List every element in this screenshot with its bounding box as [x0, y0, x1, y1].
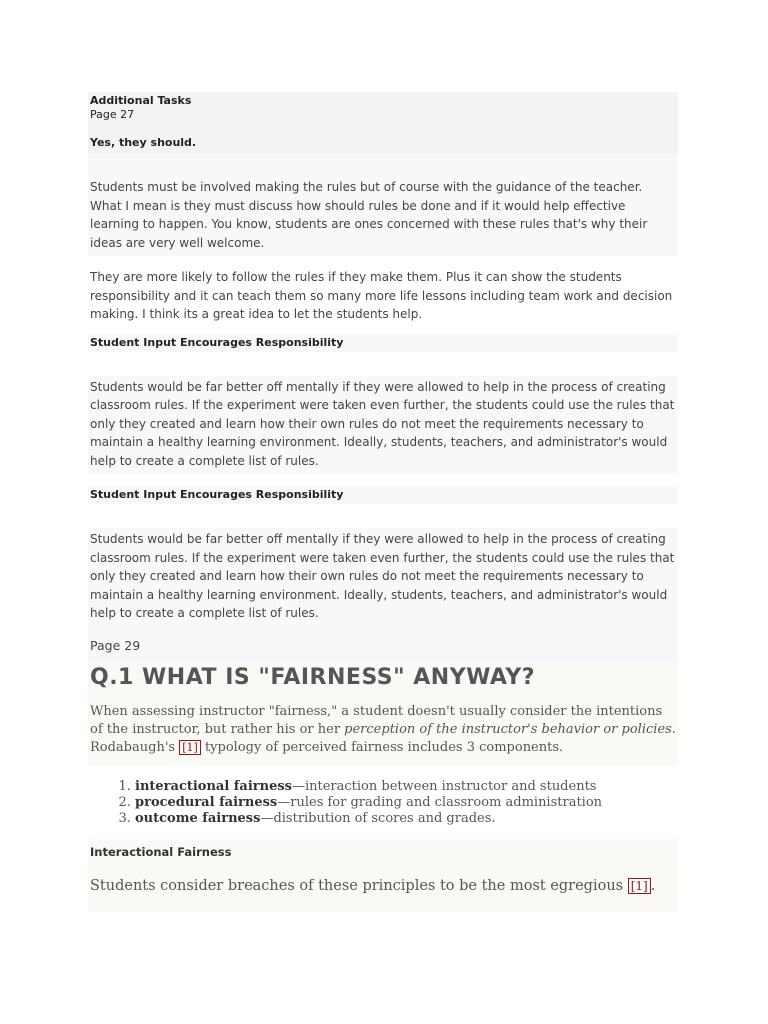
section-2-heading: Student Input Encourages Responsibility: [90, 488, 344, 501]
paragraph-1: Students must be involved making the rules but of course with the guidance of the teacher. What I mean is they must discuss how should rules be done and if it would help effective learning to happen. You know, students are ones concerned with these rules that's why their ideas are very well welcome.: [88, 174, 678, 256]
interactional-block: [88, 839, 678, 911]
fairness-section: [88, 661, 678, 765]
additional-tasks-block: [88, 92, 678, 154]
list-item: 3. outcome fairness—distribution of scores and grades.: [135, 811, 676, 827]
section-1-body-block: [88, 376, 678, 475]
section-2-body-block: [88, 528, 678, 627]
document-page: [88, 92, 678, 911]
page-29-label: Page 29: [90, 637, 141, 653]
section-2-body: Students would be far better off mentally if they were allowed to help in the process of creating classroom rules. If the experiment were taken even further, the students could use the rules that only they created and learn how their own rules do not meet the requirements necessary to maintain a healthy learning environment. Ideally, students, teachers, and administrator's would help to create a complete list of rules.: [90, 532, 675, 620]
answer-text: Yes, they should.: [90, 136, 197, 149]
reference-link-2[interactable]: [1]: [628, 878, 651, 894]
fairness-heading: Q.1 WHAT IS "FAIRNESS" ANYWAY?: [90, 665, 536, 690]
fairness-list: [90, 779, 676, 827]
fairness-intro: When assessing instructor "fairness," a student doesn't usually consider the intentions of the instructor, but rather his or her perception of the instructor's behavior or policies. Rodabaugh's [1] typology of perceived fairness includes 3 components.: [90, 704, 676, 755]
page-27-label: Page 27: [90, 108, 135, 121]
list-item: 1. interactional fairness—interaction between instructor and students: [135, 779, 676, 795]
section-1-heading: Student Input Encourages Responsibility: [90, 335, 344, 349]
additional-tasks-title: Additional Tasks: [90, 94, 192, 107]
section-2-heading-block: [88, 486, 678, 504]
list-item: 2. procedural fairness—rules for grading and classroom administration: [135, 795, 676, 811]
interactional-heading: Interactional Fairness: [90, 845, 232, 859]
reference-link-1[interactable]: [1]: [179, 740, 201, 755]
section-1-heading-block: [88, 334, 678, 352]
section-1-body: Students would be far better off mentally if they were allowed to help in the process of creating classroom rules. If the experiment were taken even further, the students could use the rules that only they created and learn how their own rules do not meet the requirements necessary to maintain a healthy learning environment. Ideally, students, teachers, and administrator's would help to create a complete list of rules.: [90, 379, 675, 468]
intro-italic: perception of the instructor's behavior or policies: [344, 722, 672, 737]
paragraph-2: They are more likely to follow the rules if they make them. Plus it can show the students responsibility and it can teach them so many more life lessons including team work and decision making. I think its a great idea to let the students help.: [90, 270, 673, 321]
fairness-list-block: [88, 765, 678, 839]
closing-text: Students consider breaches of these principles to be the most egregious [1] .: [90, 878, 656, 894]
page-29-block: [88, 627, 678, 662]
